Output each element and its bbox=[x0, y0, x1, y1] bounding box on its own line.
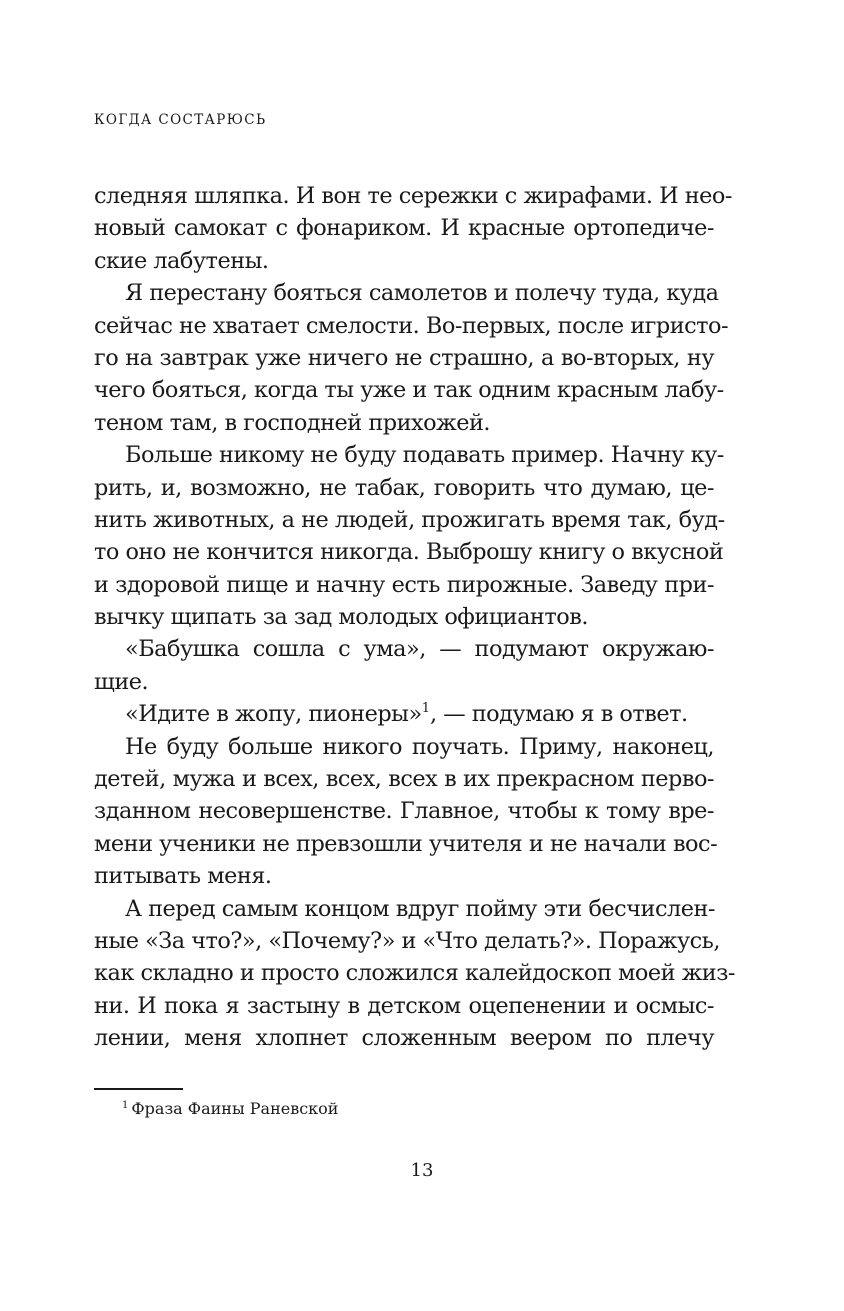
footnote-marker: 1 bbox=[122, 1100, 129, 1111]
text-line: сейчас не хватает смелости. Во-первых, после игристо- bbox=[94, 312, 729, 339]
text-line: вычку щипать за зад молодых официантов. bbox=[94, 604, 588, 631]
text-line: ни. И пока я застыну в детском оцепенении и осмыс- bbox=[94, 992, 714, 1019]
text-line: питывать меня. bbox=[94, 863, 272, 890]
text-line: новый самокат с фонариком. И красные ортопедиче- bbox=[94, 215, 714, 242]
footnote-text: Фраза Фаины Раневской bbox=[131, 1099, 339, 1118]
text-line: рить, и, возможно, не табак, говорить что думаю, це- bbox=[94, 474, 714, 501]
text-line: го на завтрак уже ничего не страшно, а во-вторых, ну bbox=[94, 344, 714, 371]
quote-text: «Идите в жопу, пионеры» bbox=[125, 701, 422, 728]
quote-continuation: , — подумаю я в ответ. bbox=[429, 701, 688, 728]
text-line: и здоровой пище и начну есть пирожные. Заведу при- bbox=[94, 571, 714, 598]
text-line: Не буду больше никого поучать. Приму, наконец, bbox=[125, 733, 714, 760]
footnote-reference[interactable]: 1 bbox=[421, 701, 430, 717]
footnote bbox=[122, 1099, 338, 1118]
text-line: «Бабушка сошла с ума», — подумают окружаю- bbox=[125, 636, 714, 663]
text-line bbox=[94, 698, 714, 730]
page-number: 13 bbox=[410, 1160, 434, 1181]
text-line: Я перестану бояться самолетов и полечу туда, куда bbox=[125, 280, 719, 307]
text-line: чего бояться, когда ты уже и так одним красным лабу- bbox=[94, 377, 724, 404]
text-line: щие. bbox=[94, 668, 149, 695]
body-text bbox=[94, 180, 735, 1055]
footnote-divider bbox=[94, 1088, 183, 1090]
text-line: как складно и просто сложился калейдоскоп моей жиз- bbox=[94, 960, 735, 987]
text-line: мени ученики не превзошли учителя и не начали вос- bbox=[94, 830, 718, 857]
text-line: теном там, в господней прихожей. bbox=[94, 409, 491, 436]
text-line: следняя шляпка. И вон те сережки с жирафами. И нео- bbox=[94, 183, 732, 209]
running-head: КОГДА СОСТАРЮСЬ bbox=[94, 112, 267, 128]
text-line: А перед самым концом вдруг пойму эти бесчислен- bbox=[125, 895, 715, 922]
text-line: Больше никому не буду подавать пример. Начну ку- bbox=[125, 442, 724, 469]
text-line: ские лабутены. bbox=[94, 247, 269, 274]
text-line: лении, меня хлопнет сложенным веером по плечу bbox=[94, 1025, 714, 1052]
text-line: то оно не кончится никогда. Выброшу книгу о вкусной bbox=[94, 539, 724, 566]
text-line: ные «За что?», «Почему?» и «Что делать?». Поражусь, bbox=[94, 927, 720, 954]
text-line: зданном несовершенстве. Главное, чтобы к тому вре- bbox=[94, 798, 714, 825]
text-line: детей, мужа и всех, всех, всех в их прекрасном перво- bbox=[94, 766, 714, 793]
text-line: нить животных, а не людей, прожигать время так, буд- bbox=[94, 506, 725, 533]
